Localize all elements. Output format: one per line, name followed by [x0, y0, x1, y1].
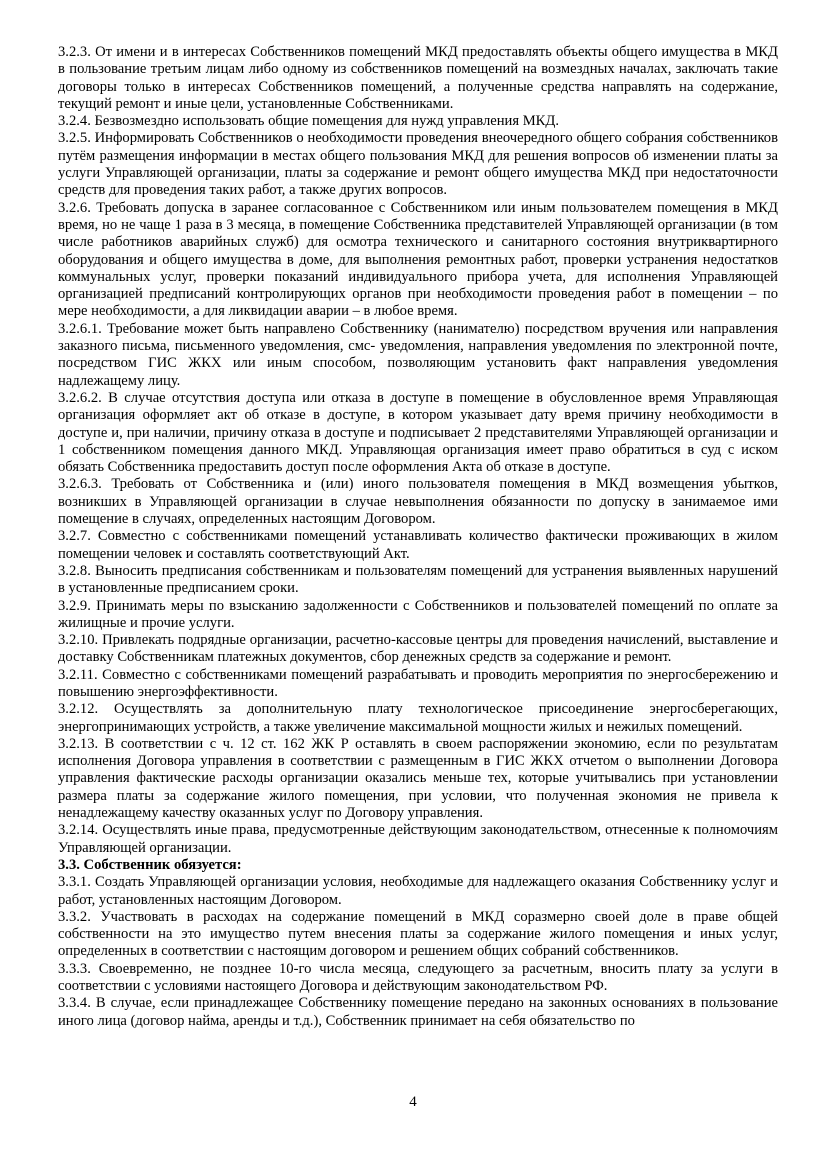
section-heading-3-3: 3.3. Собственник обязуется:	[58, 856, 242, 873]
paragraph-3-3-3: 3.3.3. Своевременно, не позднее 10-го числа месяца, следующего за расчетным, вносить плату за услуги в соответствии с условиями настоящего Договора и действующим законодательством РФ.	[58, 960, 778, 995]
paragraph-3-3-2: 3.3.2. Участвовать в расходах на содержание помещений в МКД соразмерно своей доле в праве общей собственности на это имущество путем внесения платы за содержание жилого помещения и иных услуг, определенных в соответствии с настоящим договором и решением общих собраний собственников.	[58, 908, 778, 960]
paragraph-3-2-5: 3.2.5. Информировать Собственников о необходимости проведения внеочередного общего собрания собственников путём размещения информации в местах общего пользования МКД для решения вопросов об изменении платы за услуги Управляющей организации, платы за содержание и ремонт общего имущества МКД при недостаточности средств для проведения таких работ, а также других вопросов.	[58, 130, 778, 199]
paragraph-3-2-6-3: 3.2.6.3. Требовать от Собственника и (или) иного пользователя помещения в МКД возмещения убытков, возникших в Управляющей организации в случае невыполнения обязанности по допуску в занимаемое ими помещение в случаях, определенных настоящим Договором.	[58, 476, 778, 528]
paragraph-3-3-1: 3.3.1. Создать Управляющей организации условия, необходимые для надлежащего оказания Собственнику услуг и работ, установленных настоящим Договором.	[58, 874, 778, 908]
paragraph-3-2-6: 3.2.6. Требовать допуска в заранее согласованное с Собственником или иным пользователем помещения в МКД время, но не чаще 1 раза в 3 месяца, в помещение Собственника представителей Управляющей организации (в том числе работников аварийных служб) для осмотра технического и санитарного состояния внутриквартирного оборудования и общего имущества в доме, для выполнения ремонтных работ, проверки устранения недостатков коммунальных услуг, проверки показаний индивидуального прибора учета, для исполнения Управляющей организацией предписаний контролирующих органов при необходимости проведения работ в помещении – по мере необходимости, а для ликвидации аварии – в любое время.	[58, 199, 778, 320]
document-page	[58, 44, 778, 1030]
page-number: 4	[409, 1094, 417, 1110]
paragraph-3-2-7: 3.2.7. Совместно с собственниками помещений устанавливать количество фактически проживающих в жилом помещении человек и составлять соответствующий Акт.	[58, 528, 778, 562]
paragraph-3-2-6-2: 3.2.6.2. В случае отсутствия доступа или отказа в доступе в помещение в обусловленное время Управляющая организация оформляет акт об отказе в доступе, в котором указывает дату время причину необходимости в доступе и, при наличии, причину отказа в доступе и подписывает 2 представителями Управляющей организации и 1 собственником помещения данного МКД. Управляющая организация имеет право обратиться в суд с иском обязать Собственника предоставить доступ после оформления Акта об отказе в доступе.	[58, 389, 778, 476]
paragraph-3-2-10: 3.2.10. Привлекать подрядные организации, расчетно-кассовые центры для проведения начислений, выставление и доставку Собственникам платежных документов, сбор денежных средств за содержание и ремонт.	[58, 632, 778, 666]
paragraph-3-3-4: 3.3.4. В случае, если принадлежащее Собственнику помещение передано на законных основаниях в пользование иного лица (договор найма, аренды и т.д.), Собственник принимает на себя обязательство по	[58, 995, 778, 1029]
paragraph-3-2-14: 3.2.14. Осуществлять иные права, предусмотренные действующим законодательством, отнесенные к полномочиям Управляющей организации.	[58, 822, 778, 856]
paragraph-3-2-9: 3.2.9. Принимать меры по взысканию задолженности с Собственников и пользователей помещений по оплате за жилищные и прочие услуги.	[58, 597, 778, 631]
paragraph-3-2-12: 3.2.12. Осуществлять за дополнительную плату технологическое присоединение энергосберегающих, энергопринимающих устройств, а также увеличение максимальной мощности жилых и нежилых помещений.	[58, 701, 778, 735]
paragraph-3-2-3: 3.2.3. От имени и в интересах Собственников помещений МКД предоставлять объекты общего имущества в МКД в пользование третьим лицам либо одному из собственников помещений на возмездных началах, заключать такие договоры только в интересах Собственников помещений, а полученные средства направлять на содержание, текущий ремонт и иные цели, установленные Собственниками.	[58, 44, 778, 112]
paragraph-3-2-4: 3.2.4. Безвозмездно использовать общие помещения для нужд управления МКД.	[58, 113, 560, 130]
paragraph-3-2-6-1: 3.2.6.1. Требование может быть направлено Собственнику (нанимателю) посредством вручения или направления заказного письма, письменного уведомления, смс- уведомления, направления уведомления по электронной почте, посредством ГИС ЖКХ или иным способом, позволяющим установить факт направления уведомления надлежащему лицу.	[58, 320, 778, 389]
paragraph-3-2-11: 3.2.11. Совместно с собственниками помещений разрабатывать и проводить мероприятия по энергосбережению и повышению энергоэффективности.	[58, 666, 778, 700]
paragraph-3-2-13: 3.2.13. В соответствии с ч. 12 ст. 162 ЖК Р оставлять в своем распоряжении экономию, если по результатам исполнения Договора управления в соответствии с размещенным в ГИС ЖКХ отчетом о выполнении Договора управления фактические расходы организации оказались меньше тех, которые учитывались при установлении размера платы за содержание жилого помещения, при условии, что полученная экономия не привела к ненадлежащему качеству оказанных услуг по Договору управления.	[58, 735, 778, 822]
paragraph-3-2-8: 3.2.8. Выносить предписания собственникам и пользователям помещений для устранения выявленных нарушений в установленные предписанием сроки.	[58, 562, 778, 597]
